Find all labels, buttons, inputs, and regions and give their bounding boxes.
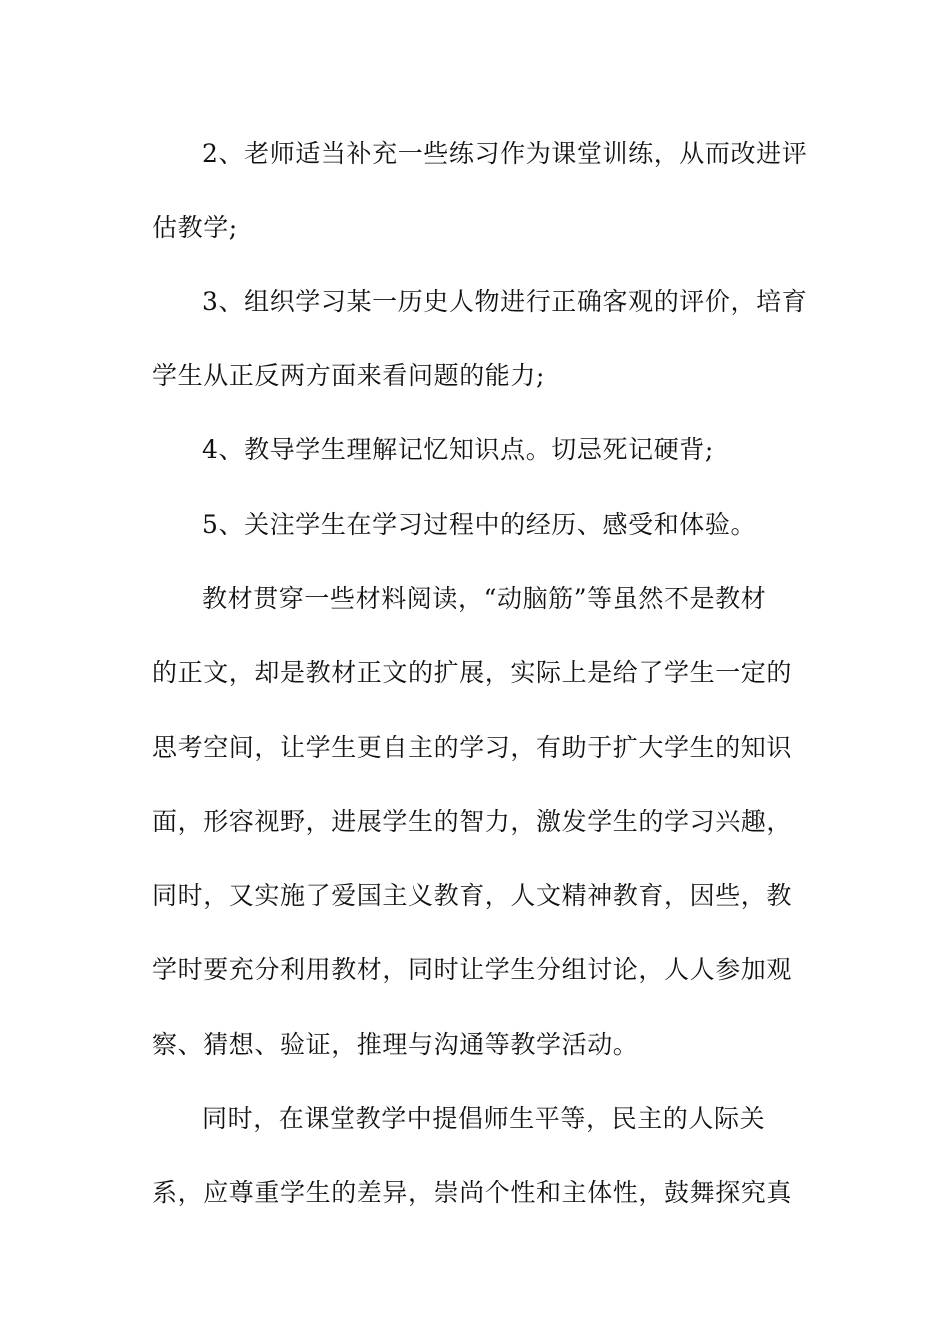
text-line: 的正文，却是教材正文的扩展，实际上是给了学生一定的 bbox=[152, 658, 793, 687]
text-line: 估教学; bbox=[152, 213, 238, 242]
text-line: 同时，又实施了爱国主义教育，人文精神教育，因些，教 bbox=[152, 881, 793, 910]
text-line: 同时，在课堂教学中提倡师生平等，民主的人际关 bbox=[202, 1104, 766, 1133]
text-line: 察、猜想、验证，推理与沟通等教学活动。 bbox=[152, 1030, 639, 1059]
text-line: 2、老师适当补充一些练习作为课堂训练，从而改进评 bbox=[202, 139, 808, 168]
text-line: 学时要充分利用教材，同时让学生分组讨论，人人参加观 bbox=[152, 955, 793, 984]
text-line: 4、教导学生理解记忆知识点。切忌死记硬背; bbox=[202, 435, 714, 464]
text-line: 面，形容视野，进展学生的智力，激发学生的学习兴趣， bbox=[152, 807, 793, 836]
text-line: 教材贯穿一些材料阅读，“动脑筋”等虽然不是教材 bbox=[202, 584, 767, 613]
text-line: 3、组织学习某一历史人物进行正确客观的评价，培育 bbox=[202, 287, 808, 316]
text-line: 思考空间，让学生更自主的学习，有助于扩大学生的知识 bbox=[152, 733, 793, 762]
text-line: 学生从正反两方面来看问题的能力; bbox=[152, 361, 546, 390]
text-line: 系，应尊重学生的差异，崇尚个性和主体性，鼓舞探究真 bbox=[152, 1178, 793, 1207]
text-line: 5、关注学生在学习过程中的经历、感受和体验。 bbox=[202, 510, 757, 539]
